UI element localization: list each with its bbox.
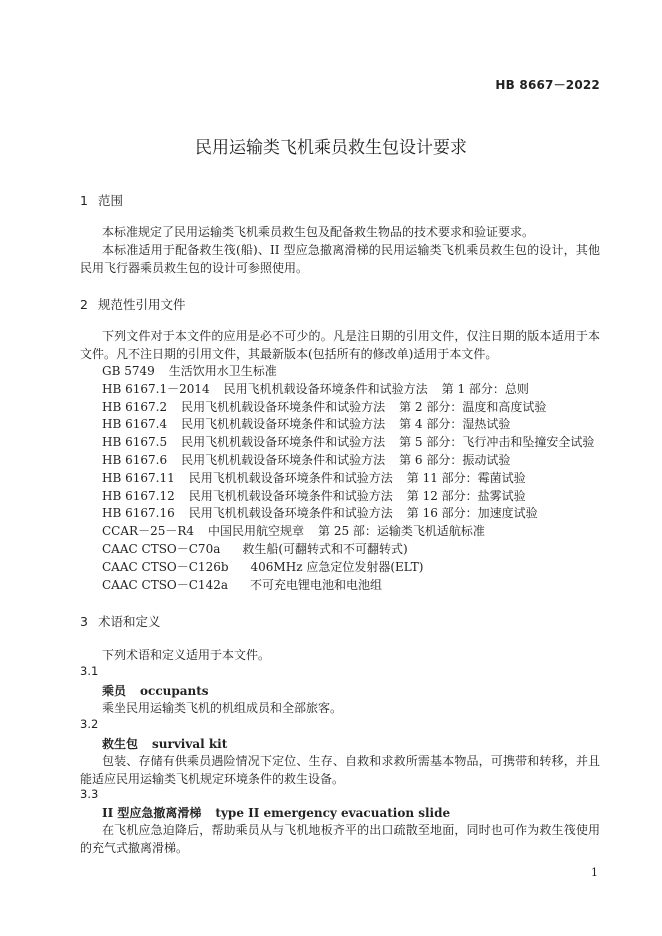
section-1-paragraph-1: 本标准规定了民用运输类飞机乘员救生包及配备救生物品的技术要求和验证要求。	[102, 225, 535, 239]
reference-title: 生活饮用水卫生标准	[168, 364, 277, 378]
section-3-intro: 下列术语和定义适用于本文件。	[102, 648, 271, 662]
reference-item	[102, 399, 594, 417]
term-definition: 乘坐民用运输类飞机的机组成员和全部旅客。	[102, 701, 343, 715]
normative-references-list	[102, 363, 594, 594]
reference-code: HB 6167.12	[102, 488, 175, 503]
reference-item	[102, 434, 594, 452]
term-definition: 在飞机应急迫降后，帮助乘员从与飞机地板齐平的出口疏散至地面，同时也可作为救生筏使用的充气式撤离滑梯。	[80, 823, 600, 855]
term-number: 3.3	[80, 787, 99, 801]
reference-code: GB 5749	[102, 364, 155, 378]
reference-title: 民用飞机机载设备环境条件和试验方法	[188, 470, 393, 485]
reference-title: 民用飞机机载设备环境条件和试验方法	[188, 488, 393, 503]
section-title: 规范性引用文件	[98, 297, 186, 312]
reference-code: HB 6167.16	[102, 506, 175, 521]
reference-part: 第 2 部分：温度和高度试验	[399, 399, 547, 414]
term-en: occupants	[140, 684, 209, 698]
reference-code: HB 6167.4	[102, 417, 168, 432]
reference-part: 第 12 部分：盐雾试验	[406, 488, 526, 503]
reference-code: HB 6167.2	[102, 399, 168, 414]
reference-code: HB 6167.11	[102, 470, 175, 485]
term-zh: II 型应急撤离滑梯	[102, 806, 202, 820]
reference-title: 救生船(可翻转式和不可翻转式)	[242, 541, 408, 556]
reference-title: 不可充电锂电池和电池组	[250, 577, 383, 592]
reference-item	[102, 452, 594, 470]
reference-part: 第 5 部分：飞行冲击和坠撞安全试验	[399, 435, 595, 450]
reference-title: 民用飞机机载设备环境条件和试验方法	[181, 399, 386, 414]
reference-title: 民用飞机机载设备环境条件和试验方法	[188, 506, 393, 521]
reference-code: HB 6167.6	[102, 452, 168, 467]
reference-item	[102, 363, 594, 381]
reference-part: 第 4 部分：湿热试验	[399, 417, 511, 432]
reference-item	[102, 541, 594, 559]
term-heading	[102, 682, 209, 699]
term-heading	[102, 735, 227, 752]
page-number: 1	[591, 866, 598, 879]
term-number: 3.2	[80, 717, 99, 731]
section-number: 2	[80, 297, 88, 312]
section-title: 术语和定义	[98, 614, 161, 629]
term-en: survival kit	[152, 737, 228, 751]
term-heading	[102, 804, 450, 821]
reference-title: 民用飞机机载设备环境条件和试验方法	[181, 417, 386, 432]
reference-part: 第 16 部分：加速度试验	[406, 506, 538, 521]
reference-title: 中国民用航空规章	[208, 524, 305, 539]
reference-code: HB 6167.1－2014	[102, 381, 210, 396]
reference-item	[102, 523, 594, 541]
reference-item	[102, 577, 594, 595]
section-title: 范围	[98, 193, 124, 208]
reference-item	[102, 416, 594, 434]
term-zh: 乘员	[102, 684, 127, 698]
section-1-paragraph-2: 本标准适用于配备救生筏(船)、II 型应急撤离滑梯的民用运输类飞机乘员救生包的设计，其他民用飞行器乘员救生包的设计可参照使用。	[80, 243, 600, 275]
reference-item	[102, 559, 594, 577]
reference-code: HB 6167.5	[102, 435, 168, 450]
reference-item	[102, 505, 594, 523]
section-number: 1	[80, 193, 88, 208]
term-en: type II emergency evacuation slide	[215, 806, 451, 820]
reference-part: 第 1 部分：总则	[441, 381, 529, 396]
section-2-heading	[80, 295, 186, 313]
section-3-heading	[80, 612, 161, 630]
reference-code: CAAC CTSO－C142a	[102, 577, 228, 592]
section-2-intro: 下列文件对于本文件的应用是必不可少的。凡是注日期的引用文件，仅注日期的版本适用于本文件。凡不注日期的引用文件，其最新版本(包括所有的修改单)适用于本文件。	[80, 329, 600, 361]
section-number: 3	[80, 614, 88, 629]
reference-item	[102, 381, 594, 399]
term-number: 3.1	[80, 664, 99, 678]
reference-code: CAAC CTSO－C70a	[102, 541, 221, 556]
term-zh: 救生包	[102, 737, 139, 751]
reference-title: 民用飞机机载设备环境条件和试验方法	[223, 381, 428, 396]
reference-item	[102, 470, 594, 488]
reference-title: 民用飞机机载设备环境条件和试验方法	[181, 435, 386, 450]
term-definition: 包装、存储有供乘员遇险情况下定位、生存、自救和求救所需基本物品，可携带和转移，并且能适应民用运输类飞机规定环境条件的救生设备。	[80, 754, 600, 786]
reference-part: 第 11 部分：霉菌试验	[406, 470, 526, 485]
reference-part: 第 25 部：运输类飞机适航标准	[318, 524, 485, 539]
section-1-heading	[80, 191, 123, 209]
reference-item	[102, 488, 594, 506]
reference-code: CCAR－25－R4	[102, 524, 195, 539]
reference-title: 民用飞机机载设备环境条件和试验方法	[181, 452, 386, 467]
reference-part: 第 6 部分：振动试验	[399, 452, 511, 467]
reference-code: CAAC CTSO－C126b	[102, 559, 229, 574]
standard-code: HB 8667－2022	[495, 78, 600, 92]
reference-title: 406MHz 应急定位发射器(ELT)	[250, 559, 424, 574]
document-title: 民用运输类飞机乘员救生包设计要求	[195, 138, 467, 158]
